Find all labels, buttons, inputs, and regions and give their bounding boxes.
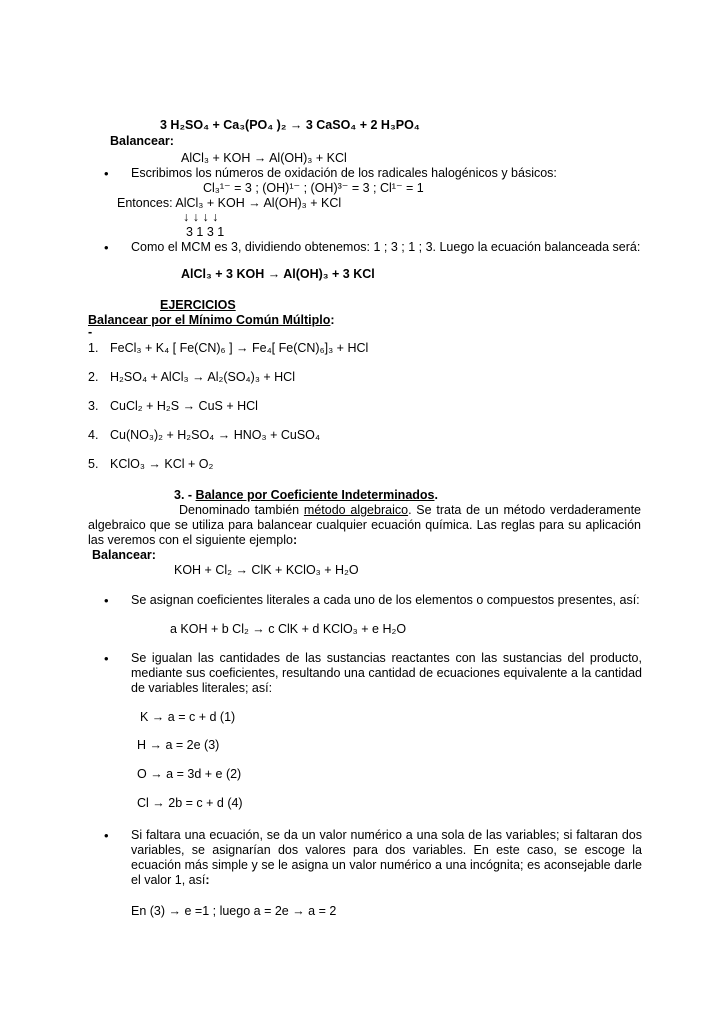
exercise-num: 4.	[88, 428, 99, 442]
bullet-4: •	[104, 651, 109, 666]
section-3-period: .	[434, 488, 438, 502]
bullet-5-colon: :	[205, 873, 210, 887]
mcm-heading-colon: :	[330, 313, 335, 327]
balancear-label: Balancear:	[110, 134, 174, 148]
bullet-3-text: Se asignan coeficientes literales a cada uno de los elementos o compuestos presentes, así:	[131, 593, 640, 607]
ejercicios-title: EJERCICIOS	[160, 298, 236, 312]
top-equation: 3 H₂SO₄ + Ca₃(PO₄ )₂ → 3 CaSO₄ + 2 H₃PO₄	[160, 118, 420, 132]
mcm-heading-text: Balancear por el Mínimo Común Múltiplo	[88, 313, 331, 327]
bullet-4-text: Se igualan las cantidades de las sustancias reactantes con las sustancias del producto, mediante sus coeficientes, resultando una cantidad de ecuaciones equivalente a la cantidad de variables literales; así:	[131, 651, 642, 695]
aluminium-equation: AlCl₃ + KOH → Al(OH)₃ + KCl	[181, 151, 347, 165]
exercise-num: 3.	[88, 399, 99, 413]
bullet-5: •	[104, 828, 109, 843]
lettered-equation: a KOH + b Cl₂ → c ClK + d KClO₃ + e H₂O	[170, 622, 407, 636]
intro-text-b: . Se trata de un método verdaderamente algebraico que se utiliza para balancear cualquier ecuación química. Las reglas para su aplicación las veremos con el siguiente ejemplo	[88, 503, 642, 547]
exercise-num: 2.	[88, 370, 99, 384]
entonces-line: Entonces: AlCl₃ + KOH → Al(OH)₃ + KCl	[117, 196, 342, 210]
exercise-text: H₂SO₄ + AlCl₃ → Al₂(SO₄)₃ + HCl	[110, 370, 295, 384]
exercise-text: FeCl₃ + K₄ [ Fe(CN)₆ ] → Fe₄[ Fe(CN)₆]₃ + HCl	[110, 341, 369, 355]
oxidation-line: Cl₃¹⁻ = 3 ; (OH)¹⁻ ; (OH)³⁻ = 3 ; Cl¹⁻ = 1	[203, 181, 424, 195]
mcm-heading	[88, 313, 335, 328]
equation-cl: Cl → 2b = c + d (4)	[137, 796, 243, 810]
dash: -	[88, 325, 93, 339]
bullet-5-text	[131, 828, 642, 888]
arrows-line: ↓ ↓ ↓ ↓	[183, 210, 219, 224]
bullet-3: •	[104, 593, 109, 608]
intro-paragraph	[88, 503, 641, 548]
equation-h: H → a = 2e (3)	[137, 738, 220, 752]
numbers-line: 3 1 3 1	[186, 225, 225, 239]
section-3-heading	[174, 488, 438, 503]
exercise-text: Cu(NO₃)₂ + H₂SO₄ → HNO₃ + CuSO₄	[110, 428, 320, 442]
balanced-equation: AlCl₃ + 3 KOH → Al(OH)₃ + 3 KCl	[181, 267, 375, 281]
equation-o: O → a = 3d + e (2)	[137, 767, 242, 781]
bullet-2: •	[104, 240, 109, 255]
bullet-1: •	[104, 166, 109, 181]
bullet-2-text: Como el MCM es 3, dividiendo obtenemos: 1 ; 3 ; 1 ; 3. Luego la ecuación balanceada será:	[131, 240, 641, 254]
metodo-algebraico-link: método algebraico	[303, 503, 409, 517]
bullet-1-text: Escribimos los números de oxidación de los radicales halogénicos y básicos:	[131, 166, 557, 180]
final-line: En (3) → e =1 ; luego a = 2e → a = 2	[131, 904, 337, 918]
bullet-5-body: Si faltara una ecuación, se da un valor numérico a una sola de las variables; si faltaran dos variables, se asignarían dos valores para dos variables. En este caso, se escoge la ecuación más simple y se le asigna un valor numérico a una incógnita; es aconsejable darle el valor 1, así	[131, 828, 642, 887]
exercise-num: 5.	[88, 457, 99, 471]
exercise-num: 1.	[88, 341, 99, 355]
intro-colon: :	[292, 533, 298, 547]
equation-k: K → a = c + d (1)	[140, 710, 236, 724]
balancear-label-2: Balancear:	[92, 548, 156, 562]
section-3-title: Balance por Coeficiente Indeterminados	[195, 488, 435, 502]
example-equation: KOH + Cl₂ → ClK + KClO₃ + H₂O	[174, 563, 359, 577]
exercise-text: KClO₃ → KCl + O₂	[110, 457, 214, 471]
exercise-text: CuCl₂ + H₂S → CuS + HCl	[110, 399, 258, 413]
intro-text-a: Denominado también	[179, 503, 304, 517]
section-3-number: 3. -	[174, 488, 196, 502]
